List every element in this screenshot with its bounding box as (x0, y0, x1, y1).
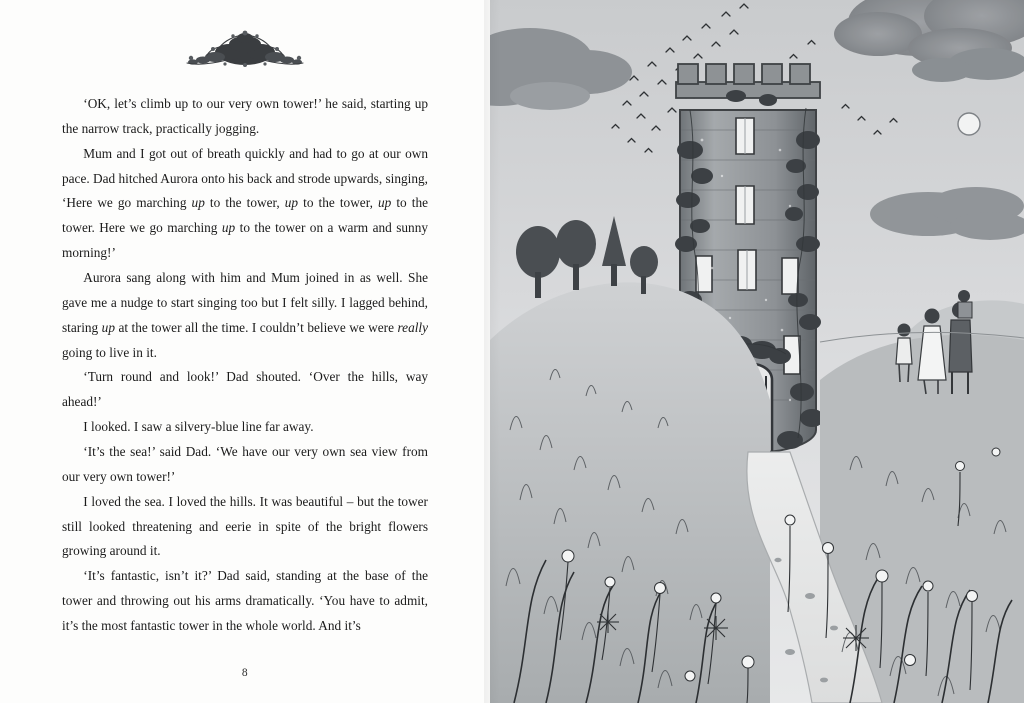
tower-on-hillside-illustration (490, 0, 1024, 703)
page-number: 8 (241, 667, 249, 679)
paragraph: ‘Turn round and look!’ Dad shouted. ‘Over the hills, way ahead!’ (62, 369, 428, 410)
right-illustration-page (490, 0, 1024, 703)
chapter-body-text (62, 92, 428, 639)
paragraph: I looked. I saw a silvery-blue line far away. (83, 419, 314, 435)
moon (958, 113, 980, 135)
tower-battlements (676, 64, 820, 98)
left-text-page (0, 0, 490, 703)
paragraph (62, 266, 428, 365)
paragraph: ‘OK, let’s climb up to our very own tower!’ he said, starting up the narrow track, practically jogging. (62, 96, 428, 136)
paragraph: I loved the sea. I loved the hills. It was beautiful – but the tower still looked threatening and eerie in spite of the bright flowers growing around it. (62, 493, 428, 559)
paragraph: ‘It’s the sea!’ said Dad. ‘We have our very own sea view from our very own tower!’ (62, 444, 428, 484)
paragraph (62, 142, 428, 266)
paragraph-text: Mum and I got out of breath quickly and had to go at our own pace. Dad hitched Aurora onto his back and strode upwards, singing, ‘Here we go marching up to the tower, up to the tower, up to the tower. Here we go marching up to the tower on a warm and sunny morning!’ (62, 145, 428, 261)
paragraph-text: Aurora sang along with him and Mum joined in as well. She gave me a nudge to start singing too but I felt silly. I lagged behind, staring up at the tower all the time. I couldn’t believe we were really going to live in it. (62, 270, 429, 360)
left-hill (490, 282, 770, 703)
floral-vine-ornament-icon (155, 22, 335, 78)
paragraph: ‘It’s fantastic, isn’t it?’ Dad said, standing at the base of the tower and throwing out his arms dramatically. ‘You have to admit, it’s the most fantastic tower in the whole world. And it’s (62, 568, 428, 634)
